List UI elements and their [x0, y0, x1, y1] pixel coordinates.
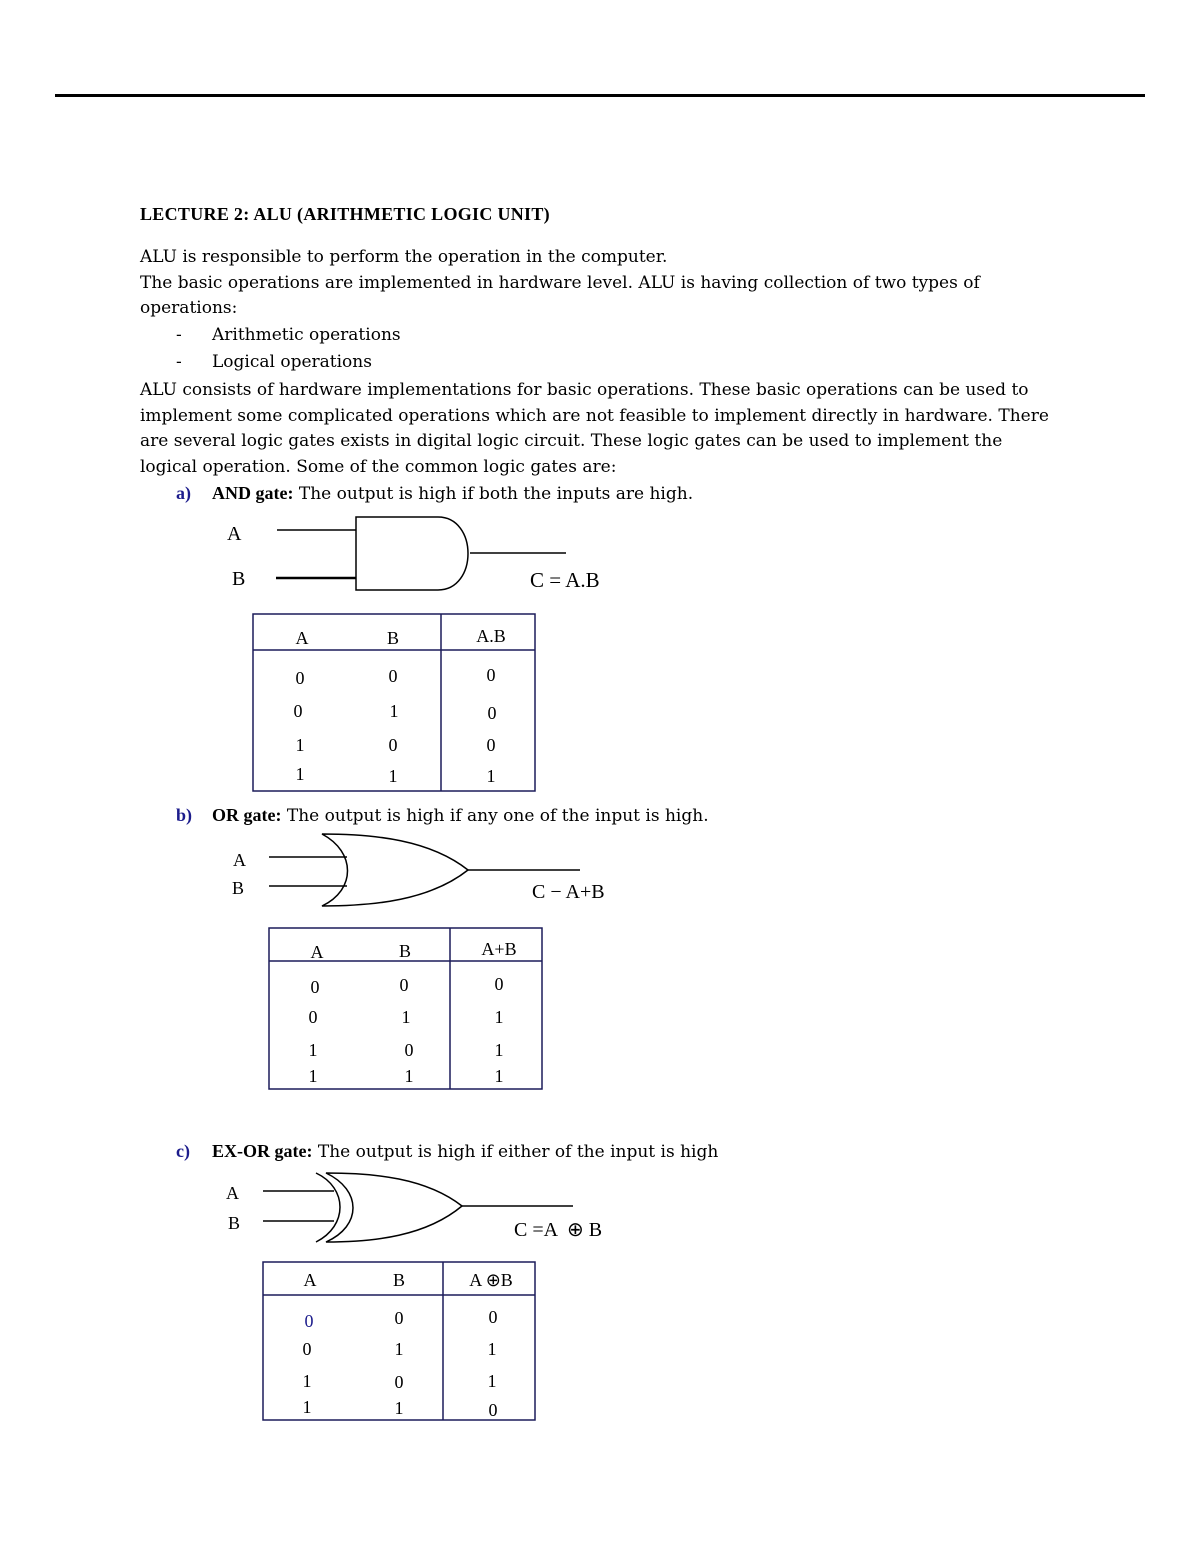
table-header: A — [295, 628, 309, 648]
table-header: A+B — [481, 939, 517, 959]
bullet-dash: - — [176, 352, 182, 372]
table-cell: 0 — [486, 735, 496, 755]
table-header: B — [392, 1270, 406, 1290]
table-cell: 0 — [488, 1400, 498, 1420]
table-cell: 0 — [488, 1307, 498, 1327]
table-cell: 1 — [494, 1066, 504, 1086]
xor-input-a-label: A — [226, 1183, 239, 1203]
table-cell: 1 — [302, 1397, 312, 1417]
gate-heading-xor — [176, 1141, 718, 1162]
table-cell: 1 — [308, 1040, 318, 1060]
table-cell: 0 — [302, 1339, 312, 1359]
body-line: are several logic gates exists in digital logic circuit. These logic gates can be used to implement the — [140, 431, 1003, 451]
xor-input-b-label: B — [228, 1213, 241, 1233]
and-gate-symbol — [276, 517, 566, 590]
table-header: A — [303, 1270, 317, 1290]
bullet-text: Arithmetic operations — [212, 325, 401, 345]
intro-line: operations: — [140, 298, 238, 318]
gate-name: EX-OR gate: — [212, 1141, 313, 1161]
table-cell: 0 — [394, 1372, 404, 1392]
table-cell: 1 — [389, 701, 399, 721]
table-header: B — [386, 628, 400, 648]
table-cell: 0 — [304, 1311, 314, 1331]
table-cell: 0 — [399, 975, 409, 995]
table-cell: 1 — [394, 1339, 404, 1359]
table-cell: 0 — [295, 668, 305, 688]
table-cell: 0 — [308, 1007, 318, 1027]
table-cell: 1 — [394, 1398, 404, 1418]
table-header: A — [310, 942, 324, 962]
or-input-a-label: A — [233, 850, 246, 870]
table-cell: 0 — [310, 977, 320, 997]
gate-description: The output is high if either of the input is high — [312, 1142, 719, 1162]
table-cell: 0 — [293, 701, 303, 721]
table-cell: 0 — [394, 1308, 404, 1328]
table-cell: 1 — [401, 1007, 411, 1027]
gate-letter: b) — [176, 805, 193, 825]
table-cell: 0 — [388, 666, 398, 686]
gate-description: The output is high if both the inputs are high. — [293, 484, 694, 504]
table-cell: 1 — [404, 1066, 414, 1086]
table-cell: 1 — [487, 1371, 497, 1391]
gate-name: AND gate: — [212, 483, 294, 503]
table-cell: 1 — [486, 766, 496, 786]
table-header: A ⊕B — [469, 1270, 513, 1290]
table-cell: 0 — [486, 665, 496, 685]
table-cell: 1 — [295, 735, 305, 755]
table-cell: 1 — [308, 1066, 318, 1086]
intro-line: ALU is responsible to perform the operation in the computer. — [140, 247, 668, 267]
table-cell: 1 — [487, 1339, 497, 1359]
or-input-b-label: B — [232, 878, 245, 898]
gate-name: OR gate: — [212, 805, 282, 825]
and-input-a-label: A — [227, 523, 242, 545]
body-line: implement some complicated operations which are not feasible to implement directly in hardware. There — [140, 405, 1049, 426]
table-cell: 0 — [487, 703, 497, 723]
table-header: B — [398, 941, 412, 961]
gate-description: The output is high if any one of the input is high. — [281, 806, 709, 826]
bullet-dash: - — [176, 325, 182, 345]
table-cell: 1 — [295, 764, 305, 784]
table-header: A.B — [476, 626, 506, 646]
xor-expression: C =A ⊕ B — [514, 1219, 603, 1241]
intro-line: The basic operations are implemented in hardware level. ALU is having collection of two types of — [140, 272, 980, 293]
table-cell: 1 — [302, 1371, 312, 1391]
bullet-text: Logical operations — [212, 352, 372, 372]
table-cell: 1 — [388, 766, 398, 786]
table-cell: 0 — [388, 735, 398, 755]
table-cell: 1 — [494, 1040, 504, 1060]
gate-heading-or — [176, 805, 709, 826]
and-input-b-label: B — [232, 568, 246, 590]
table-cell: 0 — [494, 974, 504, 994]
body-line: logical operation. Some of the common logic gates are: — [140, 456, 617, 477]
or-expression: C − A+B — [532, 881, 605, 903]
page-title: LECTURE 2: ALU (ARITHMETIC LOGIC UNIT) — [140, 204, 550, 224]
gate-letter: a) — [176, 483, 191, 503]
gate-letter: c) — [176, 1141, 190, 1161]
and-expression: C = A.B — [530, 568, 600, 592]
table-cell: 1 — [494, 1007, 504, 1027]
table-cell: 0 — [404, 1040, 414, 1060]
body-line: ALU consists of hardware implementations for basic operations. These basic operations can be used to — [140, 380, 1029, 400]
